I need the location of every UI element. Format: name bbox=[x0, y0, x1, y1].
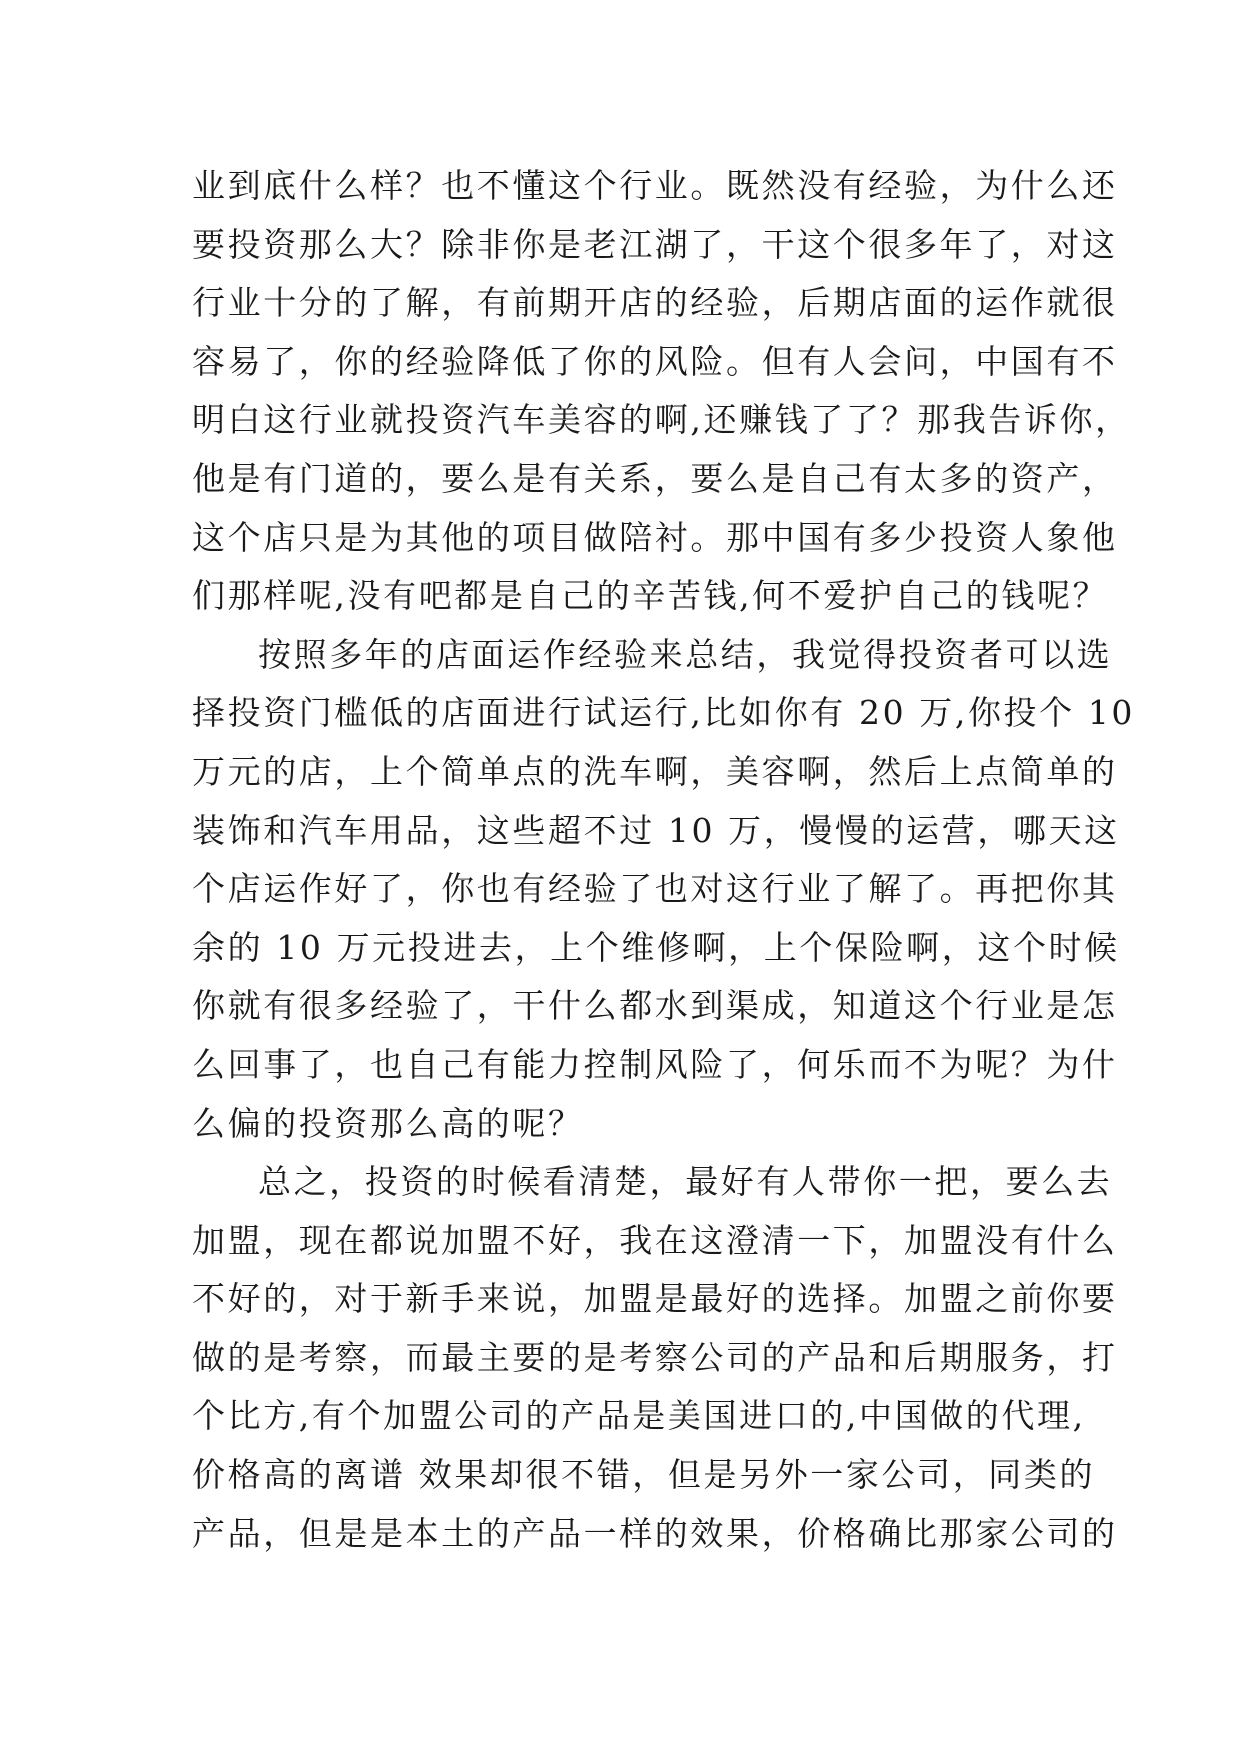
text-line: 行业十分的了解，有前期开店的经验，后期店面的运作就很 bbox=[192, 283, 1118, 323]
text-line: 这个店只是为其他的项目做陪衬。那中国有多少投资人象他 bbox=[192, 517, 1118, 557]
text-line: 业到底什么样？也不懂这个行业。既然没有经验，为什么还 bbox=[192, 166, 1118, 205]
text-line: 容易了，你的经验降低了你的风险。但有人会问，中国有不 bbox=[192, 341, 1118, 381]
text-line: 择投资门槛低的店面进行试运行,比如你有 20 万,你投个 10 bbox=[192, 693, 1136, 733]
text-line: 产品，但是是本土的产品一样的效果，价格确比那家公司的 bbox=[192, 1513, 1118, 1553]
text-line: 们那样呢,没有吧都是自己的辛苦钱,何不爱护自己的钱呢？ bbox=[192, 576, 1109, 616]
text-line: 他是有门道的，要么是有关系，要么是自己有太多的资产， bbox=[192, 458, 1118, 498]
text-line: 余的 10 万元投进去，上个维修啊，上个保险啊，这个时候 bbox=[192, 927, 1120, 967]
text-line: 万元的店，上个简单点的洗车啊，美容啊，然后上点简单的 bbox=[192, 751, 1118, 791]
text-line: 么偏的投资那么高的呢？ bbox=[192, 1103, 584, 1143]
text-line: 要投资那么大？除非你是老江湖了，干这个很多年了，对这 bbox=[192, 224, 1118, 264]
text-line: 明白这行业就投资汽车美容的啊,还赚钱了了？那我告诉你， bbox=[192, 400, 1131, 440]
text-line: 不好的，对于新手来说，加盟是最好的选择。加盟之前你要 bbox=[192, 1279, 1118, 1319]
text-line: 价格高的离谱 效果却很不错，但是另外一家公司，同类的 bbox=[192, 1455, 1096, 1495]
text-line: 加盟，现在都说加盟不好，我在这澄清一下，加盟没有什么 bbox=[192, 1220, 1118, 1260]
text-line: 个比方,有个加盟公司的产品是美国进口的,中国做的代理, bbox=[192, 1396, 1086, 1436]
text-line: 你就有很多经验了，干什么都水到渠成，知道这个行业是怎 bbox=[192, 986, 1118, 1026]
text-line: 装饰和汽车用品，这些超不过 10 万，慢慢的运营，哪天这 bbox=[192, 810, 1120, 850]
text-line: 么回事了，也自己有能力控制风险了，何乐而不为呢？为什 bbox=[192, 1044, 1118, 1084]
text-line: 做的是考察，而最主要的是考察公司的产品和后期服务，打 bbox=[192, 1337, 1118, 1377]
text-line: 总之，投资的时候看清楚，最好有人带你一把，要么去 bbox=[258, 1162, 1113, 1202]
body-text bbox=[192, 157, 1136, 1563]
text-line: 按照多年的店面运作经验来总结，我觉得投资者可以选 bbox=[258, 634, 1113, 674]
text-line: 个店运作好了，你也有经验了也对这行业了解了。再把你其 bbox=[192, 869, 1118, 909]
